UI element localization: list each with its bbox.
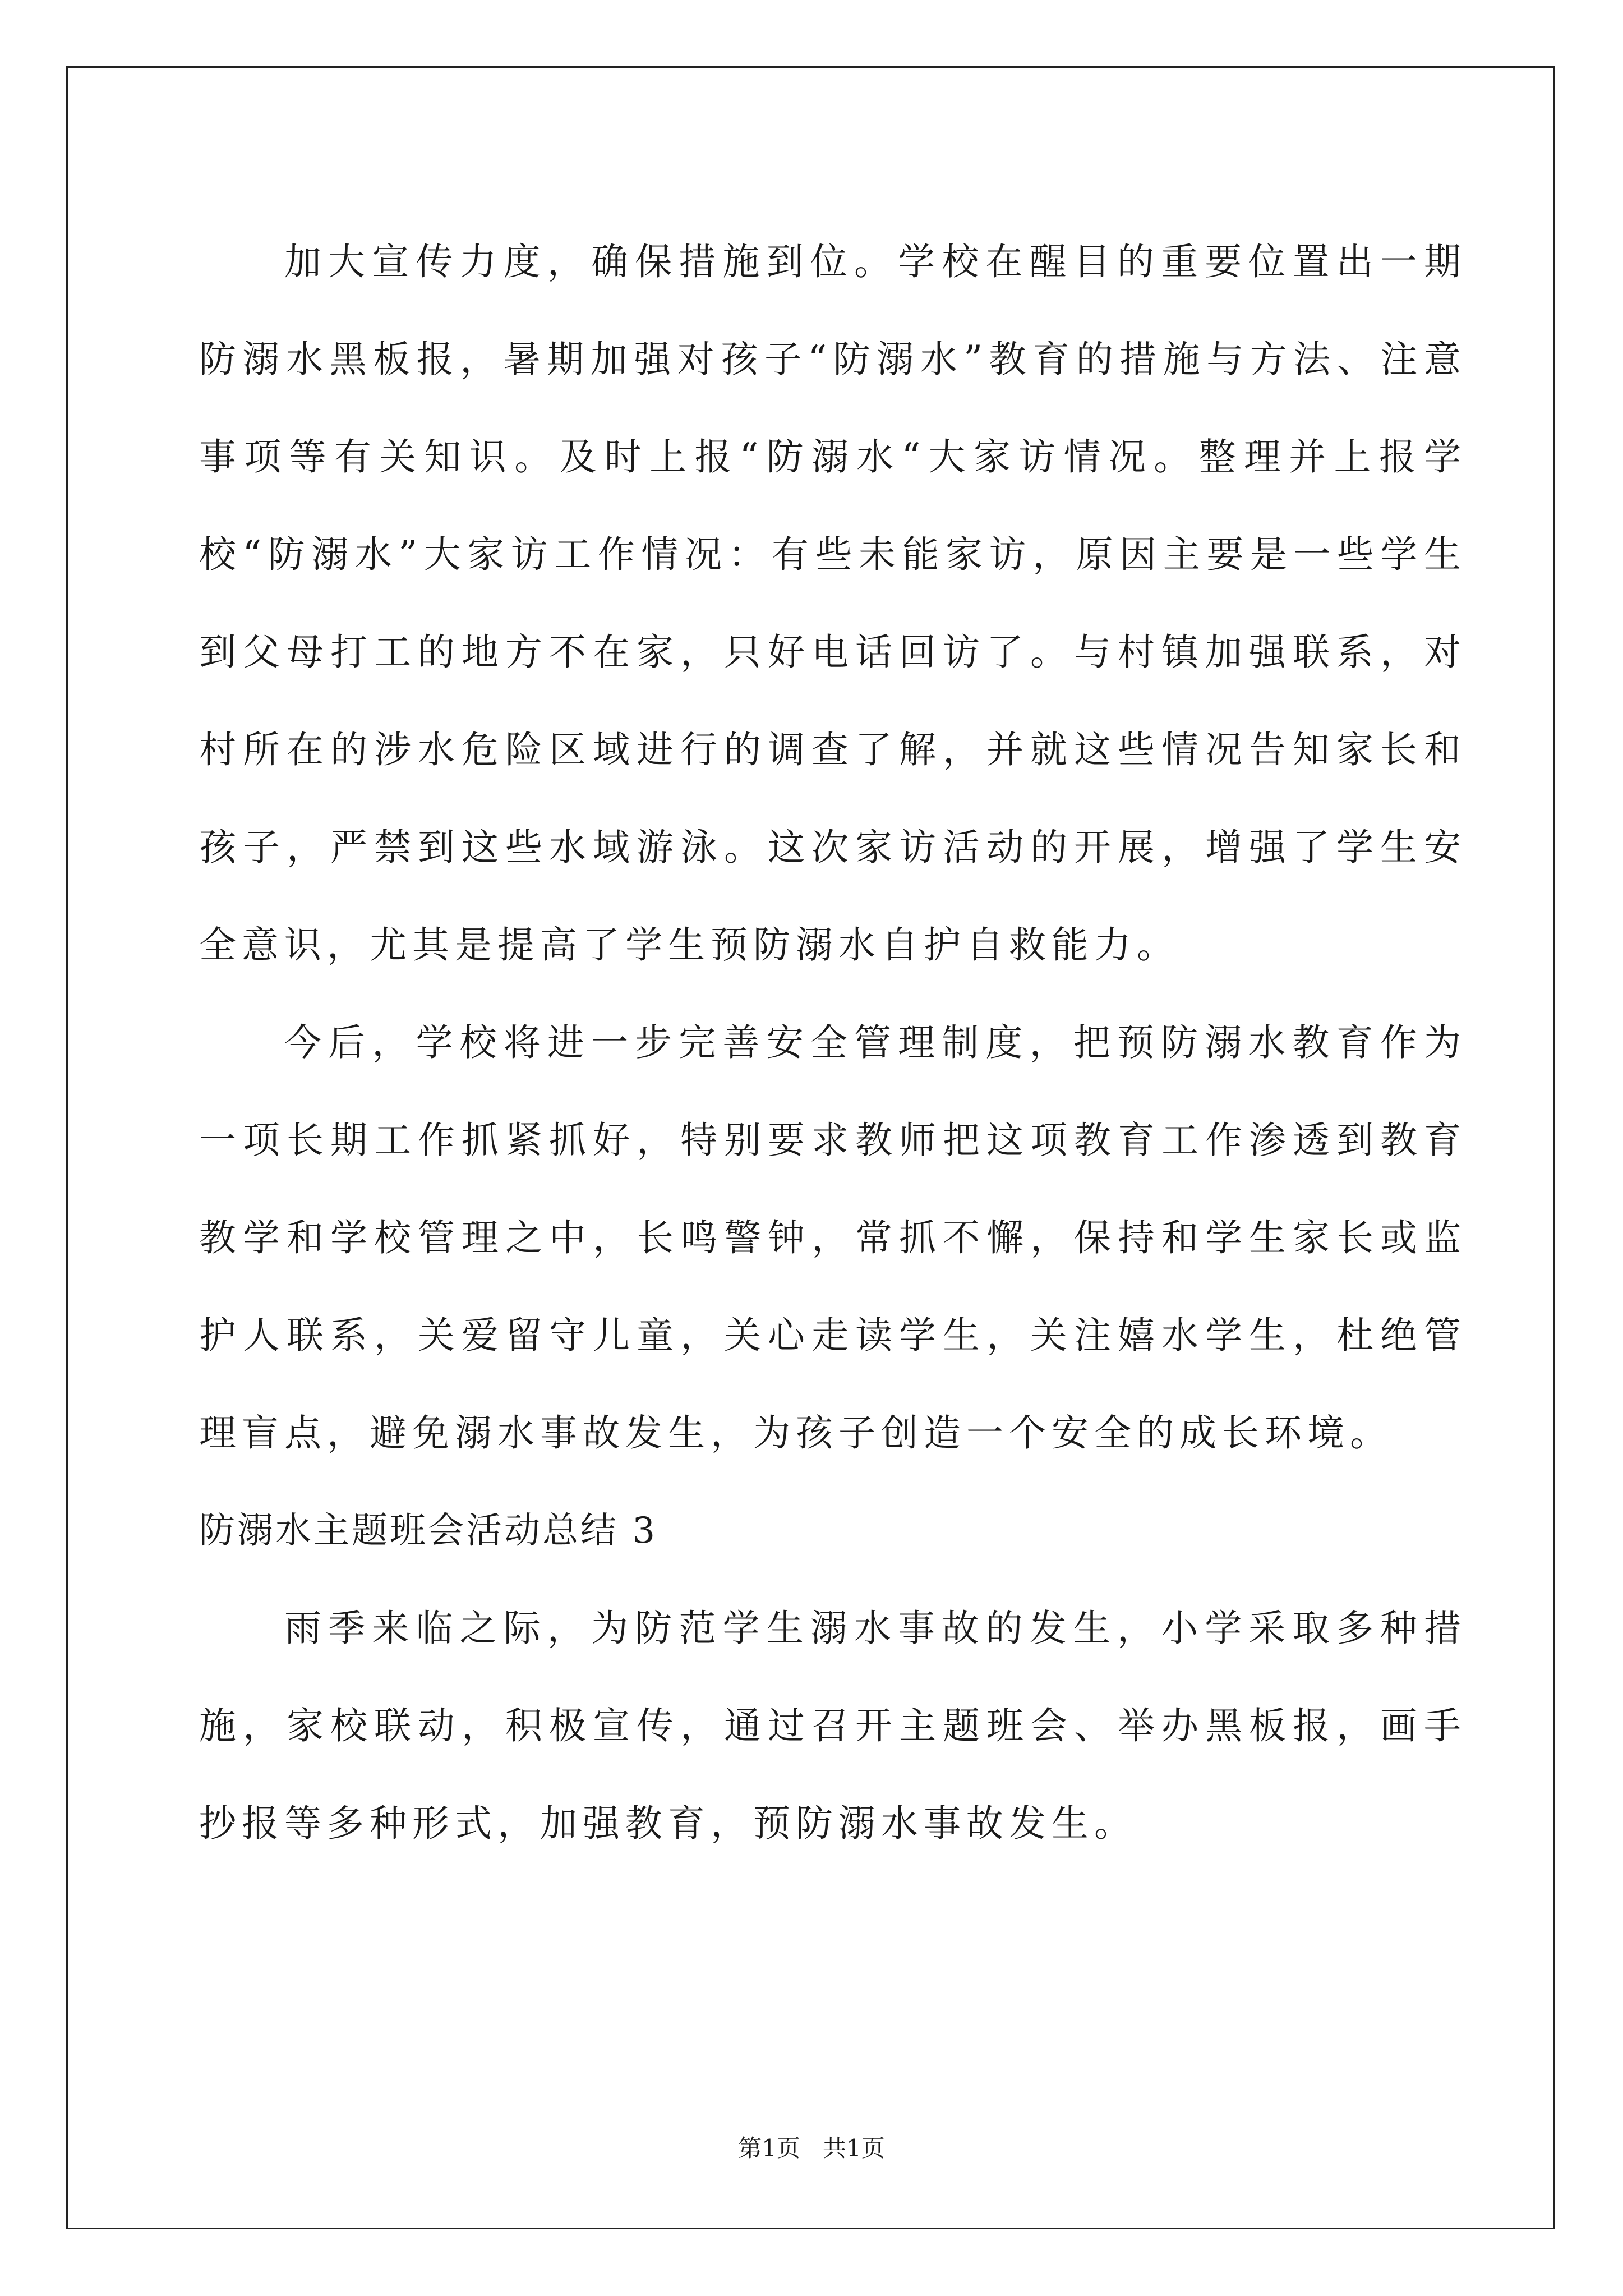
- document-body: [199, 213, 1467, 1872]
- page-number: 第1页: [738, 2134, 800, 2162]
- paragraph: 今后，学校将进一步完善安全管理制度，把预防溺水教育作为一项长期工作抓紧抓好，特别要求教师把这项教育工作渗透到教育教学和学校管理之中，长鸣警钟，常抓不懈，保持和学生家长或监护人联系，关爱留守儿童，关心走读学生，关注嬉水学生，杜绝管理盲点，避免溺水事故发生，为孩子创造一个安全的成长环境。: [199, 1021, 1467, 1455]
- paragraph: 雨季来临之际，为防范学生溺水事故的发生，小学采取多种措施，家校联动，积极宣传，通过召开主题班会、举办黑板报，画手抄报等多种形式，加强教育，预防溺水事故发生。: [199, 1607, 1467, 1845]
- page-total: 共1页: [823, 2134, 885, 2162]
- page-footer: [0, 2132, 1623, 2165]
- paragraph: 加大宣传力度，确保措施到位。学校在醒目的重要位置出一期防溺水黑板报，暑期加强对孩子“防溺水”教育的措施与方法、注意事项等有关知识。及时上报“防溺水“大家访情况。整理并上报学校“防溺水”大家访工作情况：有些未能家访，原因主要是一些学生到父母打工的地方不在家，只好电话回访了。与村镇加强联系，对村所在的涉水危险区域进行的调查了解，并就这些情况告知家长和孩子，严禁到这些水域游泳。这次家访活动的开展，增强了学生安全意识，尤其是提高了学生预防溺水自护自救能力。: [199, 240, 1467, 967]
- section-heading: 防溺水主题班会活动总结 3: [199, 1510, 658, 1552]
